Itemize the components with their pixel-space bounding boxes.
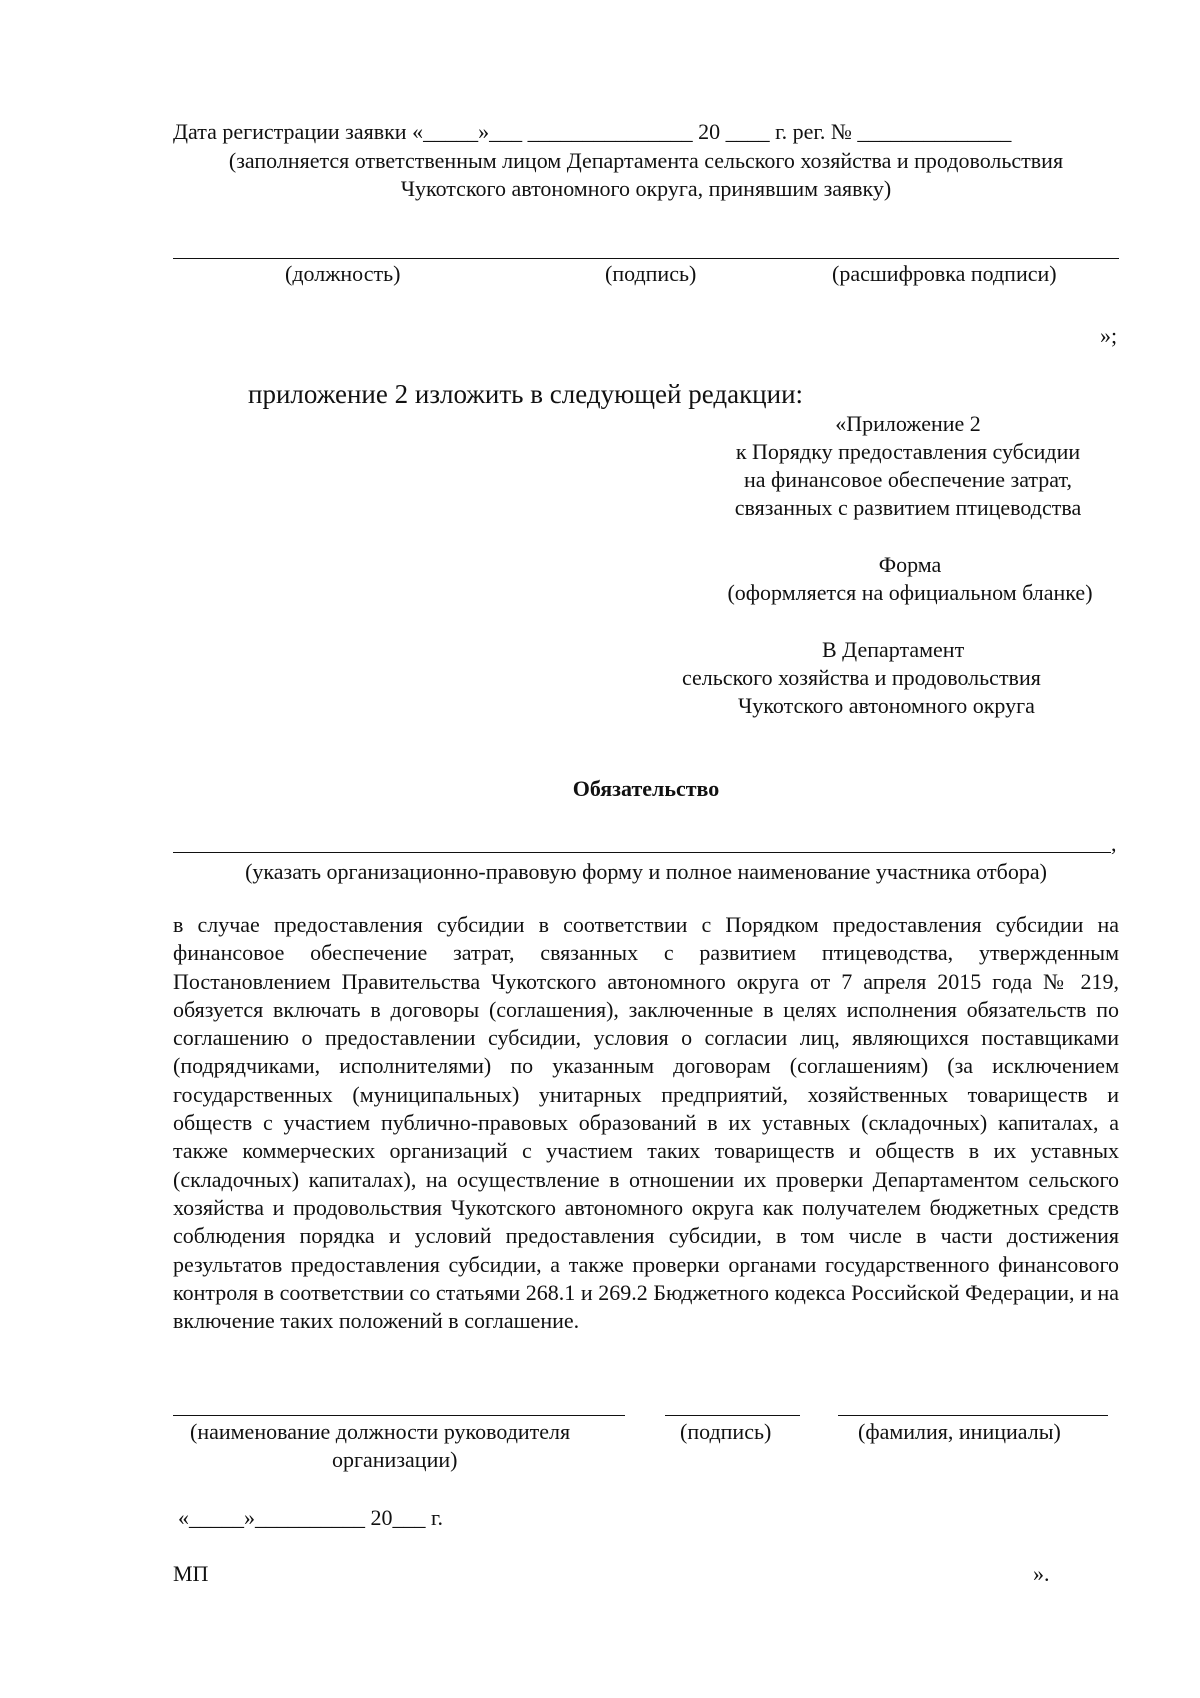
appendix-line-3: на финансовое обеспечение затрат, — [744, 467, 1072, 492]
footer-label-signature: (подпись) — [680, 1419, 772, 1444]
signature-underline — [173, 258, 1119, 259]
head-signature-underline — [665, 1415, 800, 1416]
appendix-line-2: к Порядку предоставления субсидии — [735, 439, 1081, 464]
label-position: (должность) — [285, 261, 401, 286]
footer-label-head-2: организации) — [332, 1447, 458, 1472]
participant-hint: (указать организационно-правовую форму и полное наименование участника отбора) — [245, 859, 1047, 884]
amendment-text: приложение 2 изложить в следующей редакции: — [248, 379, 804, 409]
document-heading: Обязательство — [572, 776, 720, 801]
appendix-line-4: связанных с развитием птицеводства — [734, 495, 1082, 520]
form-title: Форма — [878, 552, 942, 577]
addressee-line-3: Чукотского автономного округа — [738, 693, 1035, 718]
appendix-line-1: «Приложение 2 — [835, 411, 981, 436]
registration-note-2: Чукотского автономного округа, принявшим заявку) — [400, 176, 892, 201]
seal-mark: МП — [173, 1561, 209, 1586]
addressee-line-2: сельского хозяйства и продовольствия — [682, 665, 1041, 690]
participant-comma: , — [1111, 831, 1117, 856]
footer-label-name: (фамилия, инициалы) — [858, 1419, 1061, 1444]
obligation-body: в случае предоставления субсидии в соответствии с Порядком предоставления субсидии на финансовое обеспечение затрат, связанных с развитием птицеводства, утвержденным Постановлением Правительства Чукотского автономного округа от 7 апреля 2015 года № 219, обязуется включать в договоры (соглашения), заключенные в целях исполнения обязательств по соглашению о предоставлении субсидии, условия о согласии лиц, являющихся поставщиками (подрядчиками, исполнителями) по указанным договорам (соглашениям) (за исключением государственных (муниципальных) унитарных предприятий, хозяйственных товариществ и обществ с участием публично-правовых образований в их уставных (складочных) капиталах, а также коммерческих организаций с участием таких товариществ и обществ в их уставных (складочных) капиталах), на осуществление в отношении их проверки Департаментом сельского хозяйства и продовольствия Чукотского автономного округа как получателем бюджетных средств соблюдения порядка и условий предоставления субсидии, в том числе в части достижения результатов предоставления субсидии, а также проверки органами государственного финансового контроля в соответствии со статьями 268.1 и 269.2 Бюджетного кодекса Российской Федерации, и на включение таких положений в соглашение. — [173, 912, 1119, 1334]
quote-close-2: ». — [1033, 1561, 1050, 1586]
head-name-underline — [838, 1415, 1108, 1416]
form-note: (оформляется на официальном бланке) — [727, 580, 1093, 605]
head-position-underline — [173, 1415, 625, 1416]
label-signature: (подпись) — [605, 261, 697, 286]
quote-close-1: »; — [1100, 323, 1118, 348]
date-line: «_____»__________ 20___ г. — [178, 1505, 444, 1530]
addressee-line-1: В Департамент — [822, 637, 965, 662]
label-signature-decode: (расшифровка подписи) — [832, 261, 1057, 286]
registration-note-1: (заполняется ответственным лицом Департамента сельского хозяйства и продовольствия — [228, 148, 1064, 173]
footer-label-head-1: (наименование должности руководителя — [190, 1419, 571, 1444]
participant-underline — [173, 852, 1111, 853]
registration-line: Дата регистрации заявки «_____»___ _______________ 20 ____ г. рег. № ______________ — [173, 119, 1012, 144]
